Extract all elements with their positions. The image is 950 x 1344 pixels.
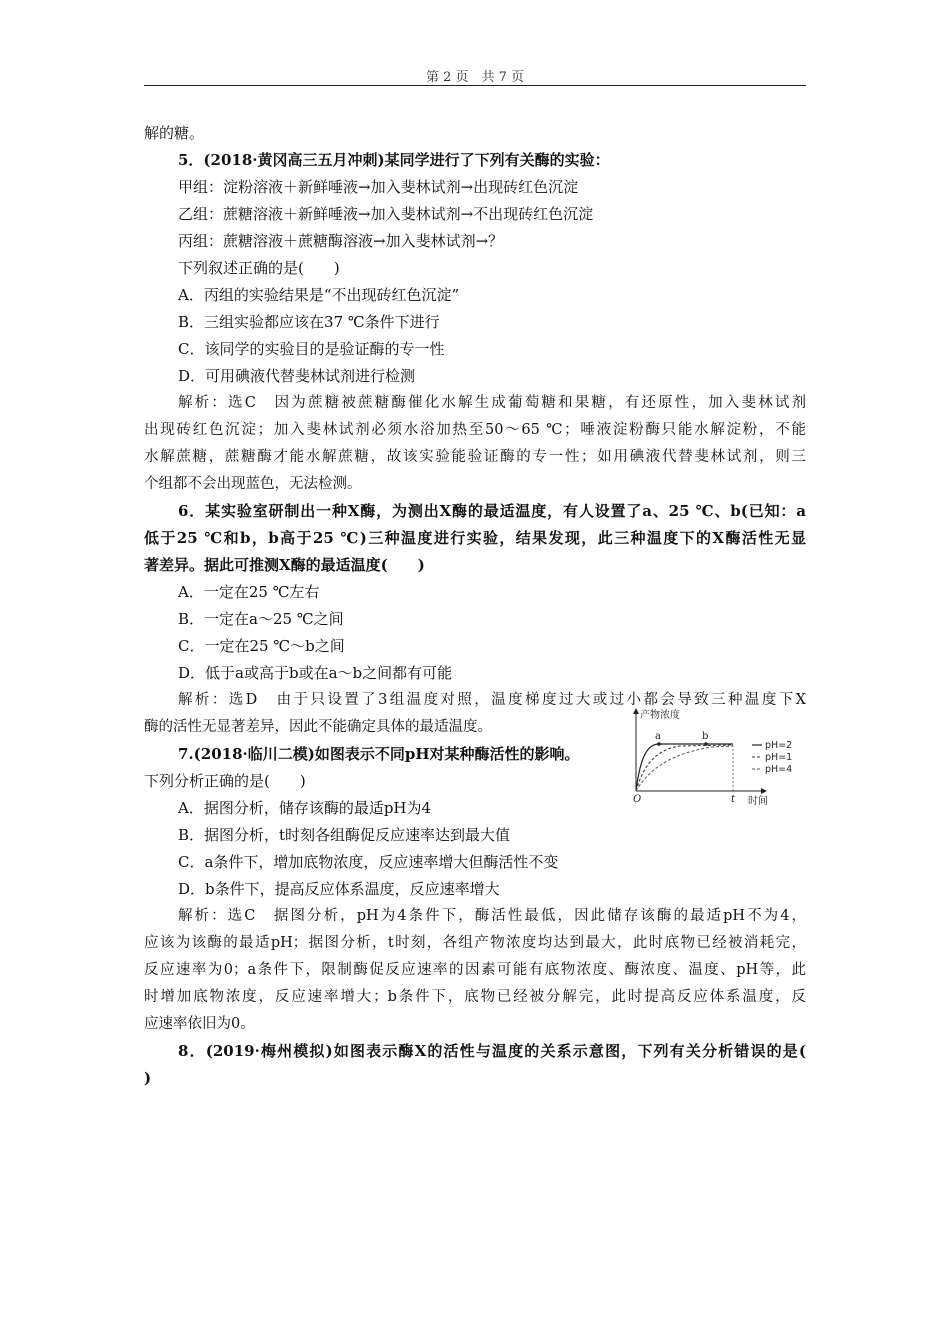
- y-axis-label: 产物浓度: [640, 710, 680, 721]
- curve-ph1: [636, 745, 733, 791]
- y-axis-arrow: [633, 708, 639, 714]
- question-5-option-a: A．丙组的实验结果是“不出现砖红色沉淀”: [178, 286, 460, 304]
- x-axis-arrow: [761, 788, 767, 794]
- question-5-option-d: D．可用碘液代替斐林试剂进行检测: [178, 367, 416, 385]
- question-6-option-d: D．低于a或高于b或在a～b之间都有可能: [178, 664, 453, 682]
- question-8-stem: 8．(2019·梅州模拟)如图表示酶X的活性与温度的关系示意图，下列有关分析错误的是(: [178, 1042, 806, 1060]
- question-6-option-b: B．一定在a～25 ℃之间: [178, 610, 344, 628]
- question-7-option-b: B．据图分析，t时刻各组酶促反应速率达到最大值: [178, 826, 511, 844]
- origin-label: O: [633, 794, 642, 805]
- question-5-prompt: 下列叙述正确的是( ): [178, 259, 340, 277]
- answer-5-line: 个组都不会出现蓝色，无法检测。: [144, 476, 362, 492]
- page-content: [144, 120, 806, 1092]
- header-rule: [144, 85, 806, 86]
- answer-7-line: 应速率依旧为0。: [144, 1016, 255, 1032]
- answer-5-line: 出现砖红色沉淀；加入斐林试剂必须水浴加热至50～65 ℃；唾液淀粉酶只能水解淀粉，不能: [144, 422, 806, 438]
- question-6-stem: 著差异。据此可推测X酶的最适温度( ): [144, 556, 425, 574]
- t-label: t: [731, 794, 736, 805]
- answer-6-line: 解析：选D 由于只设置了3组温度对照，温度梯度过大或过小都会导致三种温度下X: [178, 692, 806, 708]
- question-5-group-a: 甲组：淀粉溶液＋新鲜唾液→加入斐林试剂→出现砖红色沉淀: [178, 178, 579, 196]
- question-8-stem: ): [144, 1069, 152, 1087]
- question-7-option-d: D．b条件下，提高反应体系温度，反应速率增大: [178, 880, 500, 898]
- question-7-prompt: 下列分析正确的是( ): [144, 772, 306, 790]
- page-header: 第 2 页 共 7 页: [425, 70, 525, 85]
- point-b-marker: [704, 742, 708, 746]
- question-5-stem: 5．(2018·黄冈高三五月冲刺)某同学进行了下列有关酶的实验：: [178, 151, 610, 169]
- answer-5-line: 解析：选C 因为蔗糖被蔗糖酶催化水解生成葡萄糖和果糖，有还原性，加入斐林试剂: [178, 395, 806, 411]
- point-b-label: b: [702, 731, 709, 742]
- x-axis-label: 时间: [748, 796, 768, 807]
- question-7-option-c: C．a条件下，增加底物浓度，反应速率增大但酶活性不变: [178, 853, 559, 871]
- question-6-stem: 6．某实验室研制出一种X酶，为测出X酶的最适温度，有人设置了a、25 ℃、b(已知：a: [178, 502, 806, 520]
- curve-ph4: [636, 746, 733, 791]
- question-6-option-c: C．一定在25 ℃～b之间: [178, 637, 345, 655]
- point-a-label: a: [655, 731, 661, 742]
- question-7-stem: 7.(2018·临川二模)如图表示不同pH对某种酶活性的影响。: [178, 745, 580, 763]
- answer-7-line: 反应速率为0；a条件下，限制酶促反应速率的因素可能有底物浓度、酶浓度、温度、pH等，此: [144, 962, 806, 978]
- answer-7-line: 解析：选C 据图分析，pH为4条件下，酶活性最低，因此储存该酶的最适pH不为4，: [178, 908, 806, 924]
- question-5-group-b: 乙组：蔗糖溶液＋新鲜唾液→加入斐林试剂→不出现砖红色沉淀: [178, 205, 594, 223]
- question-6-stem: 低于25 ℃和b，b高于25 ℃)三种温度进行实验，结果发现，此三种温度下的X酶活性无显: [144, 529, 806, 547]
- answer-7-line: 时增加底物浓度，反应速率增大；b条件下，底物已经被分解完，此时提高反应体系温度，反: [144, 989, 806, 1005]
- answer-7-line: 应该为该酶的最适pH；据图分析，t时刻，各组产物浓度均达到最大，此时底物已经被消耗完，: [144, 935, 806, 951]
- curve-ph2: [636, 744, 733, 791]
- text-line: 解的糖。: [144, 124, 205, 142]
- question-5-option-c: C．该同学的实验目的是验证酶的专一性: [178, 340, 445, 358]
- question-5-option-b: B．三组实验都应该在37 ℃条件下进行: [178, 313, 440, 331]
- answer-6-line: 酶的活性无显著差异，因此不能确定具体的最适温度。: [144, 719, 492, 735]
- answer-5-line: 水解蔗糖，蔗糖酶才能水解蔗糖，故该实验能验证酶的专一性；如用碘液代替斐林试剂，则三: [144, 449, 806, 465]
- question-5-group-c: 丙组：蔗糖溶液＋蔗糖酶溶液→加入斐林试剂→？: [178, 232, 504, 250]
- question-7-option-a: A．据图分析，储存该酶的最适pH为4: [178, 799, 432, 817]
- ph-product-figure: [622, 705, 812, 810]
- legend-ph1: pH=1: [765, 752, 793, 763]
- point-a-marker: [657, 742, 661, 746]
- legend-ph4: pH=4: [765, 764, 793, 775]
- legend-ph2: pH=2: [765, 740, 793, 751]
- question-6-option-a: A．一定在25 ℃左右: [178, 583, 320, 601]
